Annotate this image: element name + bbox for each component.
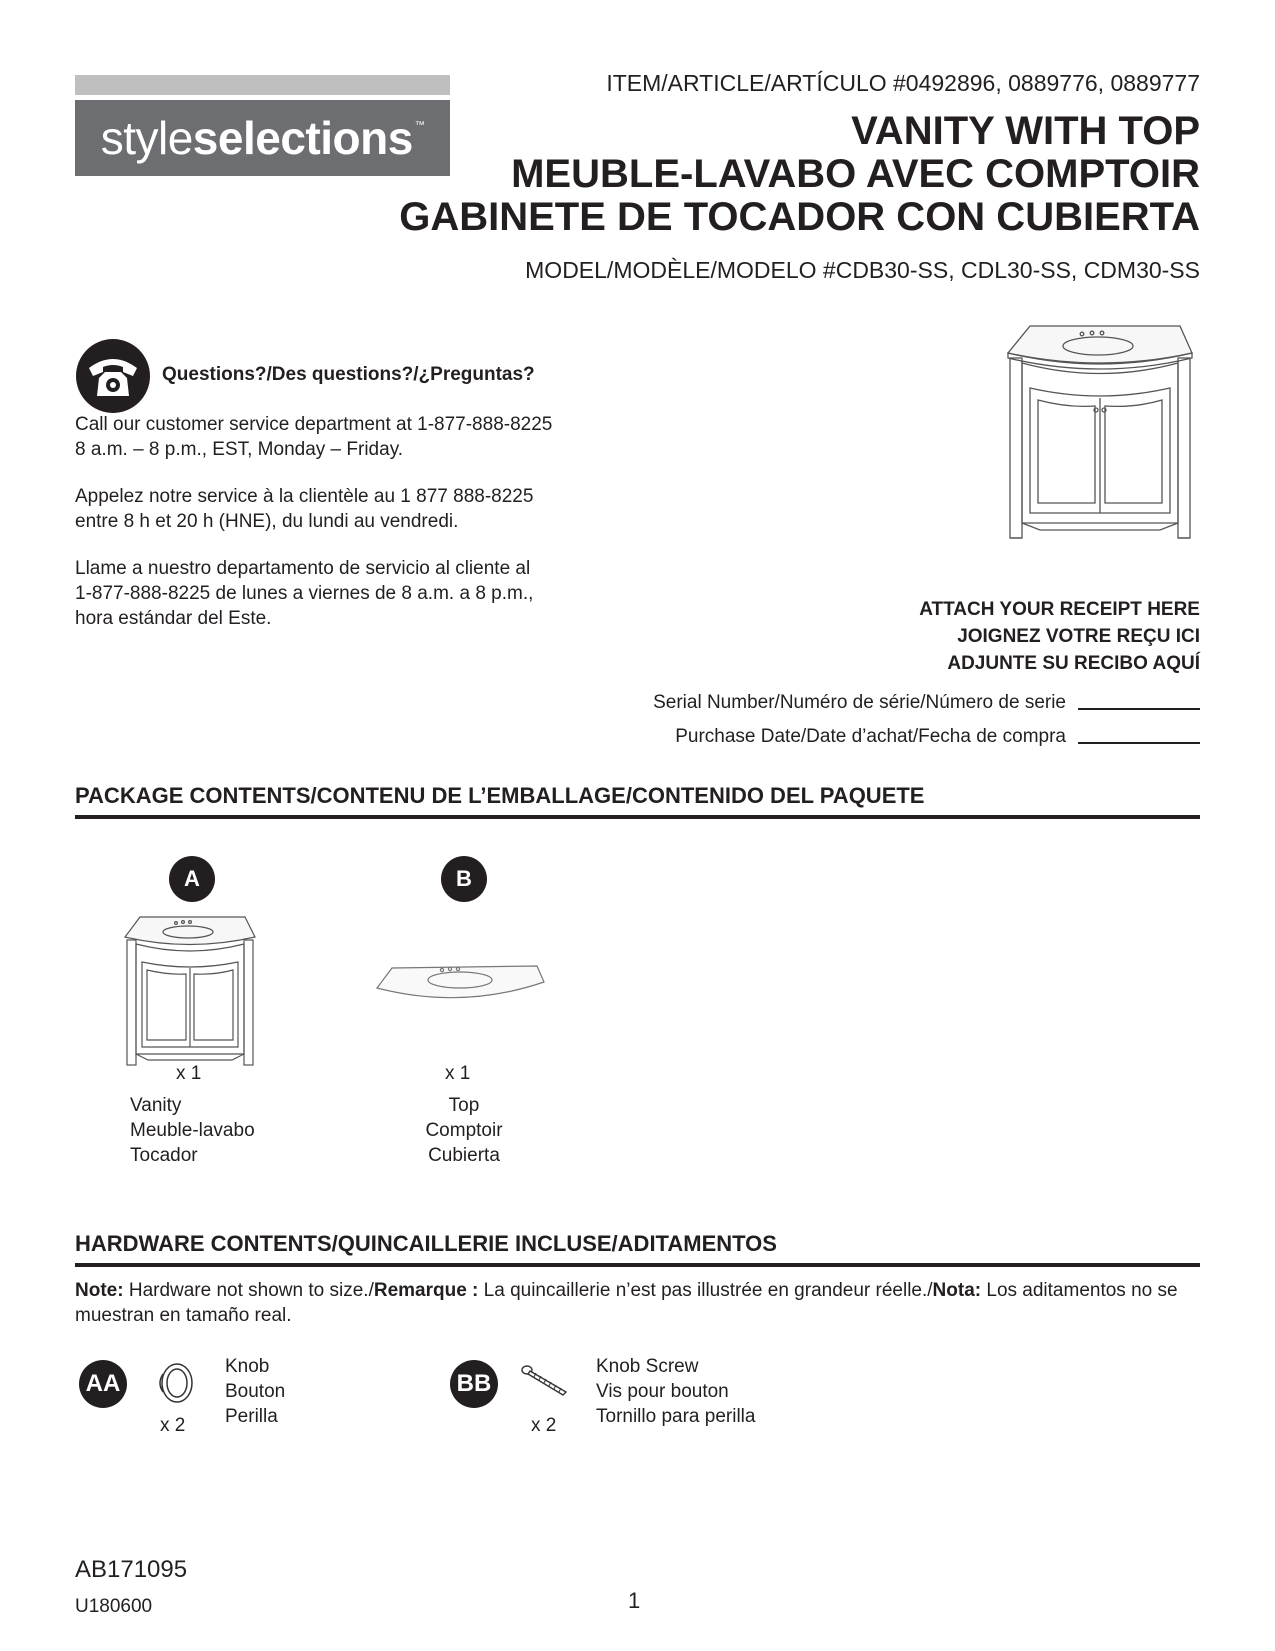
note-text-en: Hardware not shown to size./	[123, 1280, 374, 1301]
page-title	[399, 110, 1200, 239]
contact-fr	[75, 484, 635, 534]
document-code: AB171095	[75, 1556, 188, 1583]
purchase-date-field	[675, 726, 1200, 748]
knob-label-es: Perilla	[225, 1406, 278, 1427]
receipt-instructions	[919, 596, 1200, 677]
vanity-part-image	[120, 912, 260, 1072]
note-text-fr: La quincaillerie n’est pas illustrée en grandeur réelle./	[478, 1280, 933, 1301]
questions-heading: Questions?/Des questions?/¿Preguntas?	[162, 364, 535, 385]
receipt-line-es: ADJUNTE SU RECIBO AQUÍ	[947, 653, 1200, 674]
contact-fr-line-1: Appelez notre service à la clientèle au 1 877 888-8225	[75, 486, 534, 507]
knob-label	[225, 1354, 285, 1429]
knob-icon	[153, 1360, 195, 1406]
serial-number-field	[653, 692, 1200, 714]
page-number: 1	[628, 1588, 641, 1613]
brand-logo-text	[100, 112, 425, 164]
hardware-badge-bb: BB	[450, 1360, 498, 1408]
knob-quantity: x 2	[160, 1415, 186, 1436]
hardware-badge-aa: AA	[79, 1360, 127, 1408]
item-number-line: ITEM/ARTICLE/ARTÍCULO #0492896, 0889776, 0889777	[606, 70, 1200, 96]
trademark-symbol: ™	[414, 120, 425, 131]
top-label-es: Cubierta	[428, 1145, 500, 1166]
top-label	[404, 1093, 524, 1168]
vanity-label-en: Vanity	[130, 1095, 182, 1116]
receipt-line-fr: JOIGNEZ VOTRE REÇU ICI	[957, 626, 1200, 647]
screw-label-en: Knob Screw	[596, 1356, 699, 1377]
contact-es-line-1: Llame a nuestro departamento de servicio al cliente al	[75, 558, 531, 579]
contact-es-line-2: 1-877-888-8225 de lunes a viernes de 8 a.m. a 8 p.m.,	[75, 583, 534, 604]
contact-fr-line-2: entre 8 h et 20 h (HNE), du lundi au vendredi.	[75, 511, 459, 532]
telephone-icon	[75, 338, 151, 414]
serial-number-label: Serial Number/Numéro de série/Número de serie	[653, 692, 1066, 713]
contact-es-line-3: hora estándar del Este.	[75, 608, 272, 629]
screw-icon	[520, 1362, 572, 1400]
screw-label	[596, 1354, 755, 1429]
hardware-contents-heading: HARDWARE CONTENTS/QUINCAILLERIE INCLUSE/ADITAMENTOS	[75, 1231, 1200, 1267]
note-text-es: Los aditamentos no se muestran en tamaño real.	[75, 1280, 1178, 1326]
contact-en-line-2: 8 a.m. – 8 p.m., EST, Monday – Friday.	[75, 439, 404, 460]
vanity-illustration	[1000, 318, 1200, 548]
purchase-date-blank	[1078, 741, 1200, 744]
part-badge-a: A	[169, 856, 215, 902]
hardware-note	[75, 1278, 1205, 1328]
receipt-line-en: ATTACH YOUR RECEIPT HERE	[919, 599, 1200, 620]
top-quantity: x 1	[445, 1063, 471, 1084]
screw-label-es: Tornillo para perilla	[596, 1406, 756, 1427]
logo-top-bar	[75, 75, 450, 95]
contact-en-line-1: Call our customer service department at 1-877-888-8225	[75, 414, 553, 435]
purchase-date-label: Purchase Date/Date d’achat/Fecha de compra	[675, 726, 1066, 747]
vanity-quantity: x 1	[176, 1063, 202, 1084]
contact-es	[75, 556, 635, 631]
vanity-label-es: Tocador	[130, 1145, 198, 1166]
top-label-fr: Comptoir	[425, 1120, 503, 1141]
part-badge-b: B	[441, 856, 487, 902]
knob-label-en: Knob	[225, 1356, 270, 1377]
contact-en	[75, 412, 635, 462]
screw-quantity: x 2	[531, 1415, 557, 1436]
screw-label-fr: Vis pour bouton	[596, 1381, 729, 1402]
title-es: GABINETE DE TOCADOR CON CUBIERTA	[399, 195, 1200, 239]
brand-logo	[75, 100, 450, 176]
logo-light-text: style	[100, 112, 193, 164]
note-label-en: Note:	[75, 1280, 124, 1301]
title-en: VANITY WITH TOP	[851, 109, 1200, 153]
serial-number-blank	[1078, 707, 1200, 710]
revision-code: U180600	[75, 1596, 153, 1617]
vanity-label	[130, 1093, 255, 1168]
model-number-line: MODEL/MODÈLE/MODELO #CDB30-SS, CDL30-SS, CDM30-SS	[525, 257, 1200, 283]
title-fr: MEUBLE-LAVABO AVEC COMPTOIR	[511, 152, 1200, 196]
vanity-label-fr: Meuble-lavabo	[130, 1120, 255, 1141]
note-label-fr: Remarque :	[373, 1280, 479, 1301]
note-label-es: Nota:	[932, 1280, 982, 1301]
package-contents-heading: PACKAGE CONTENTS/CONTENU DE L’EMBALLAGE/CONTENIDO DEL PAQUETE	[75, 783, 1200, 819]
top-part-image	[372, 958, 552, 1018]
logo-bold-text: selections	[192, 112, 413, 164]
knob-label-fr: Bouton	[225, 1381, 286, 1402]
top-label-en: Top	[448, 1095, 480, 1116]
